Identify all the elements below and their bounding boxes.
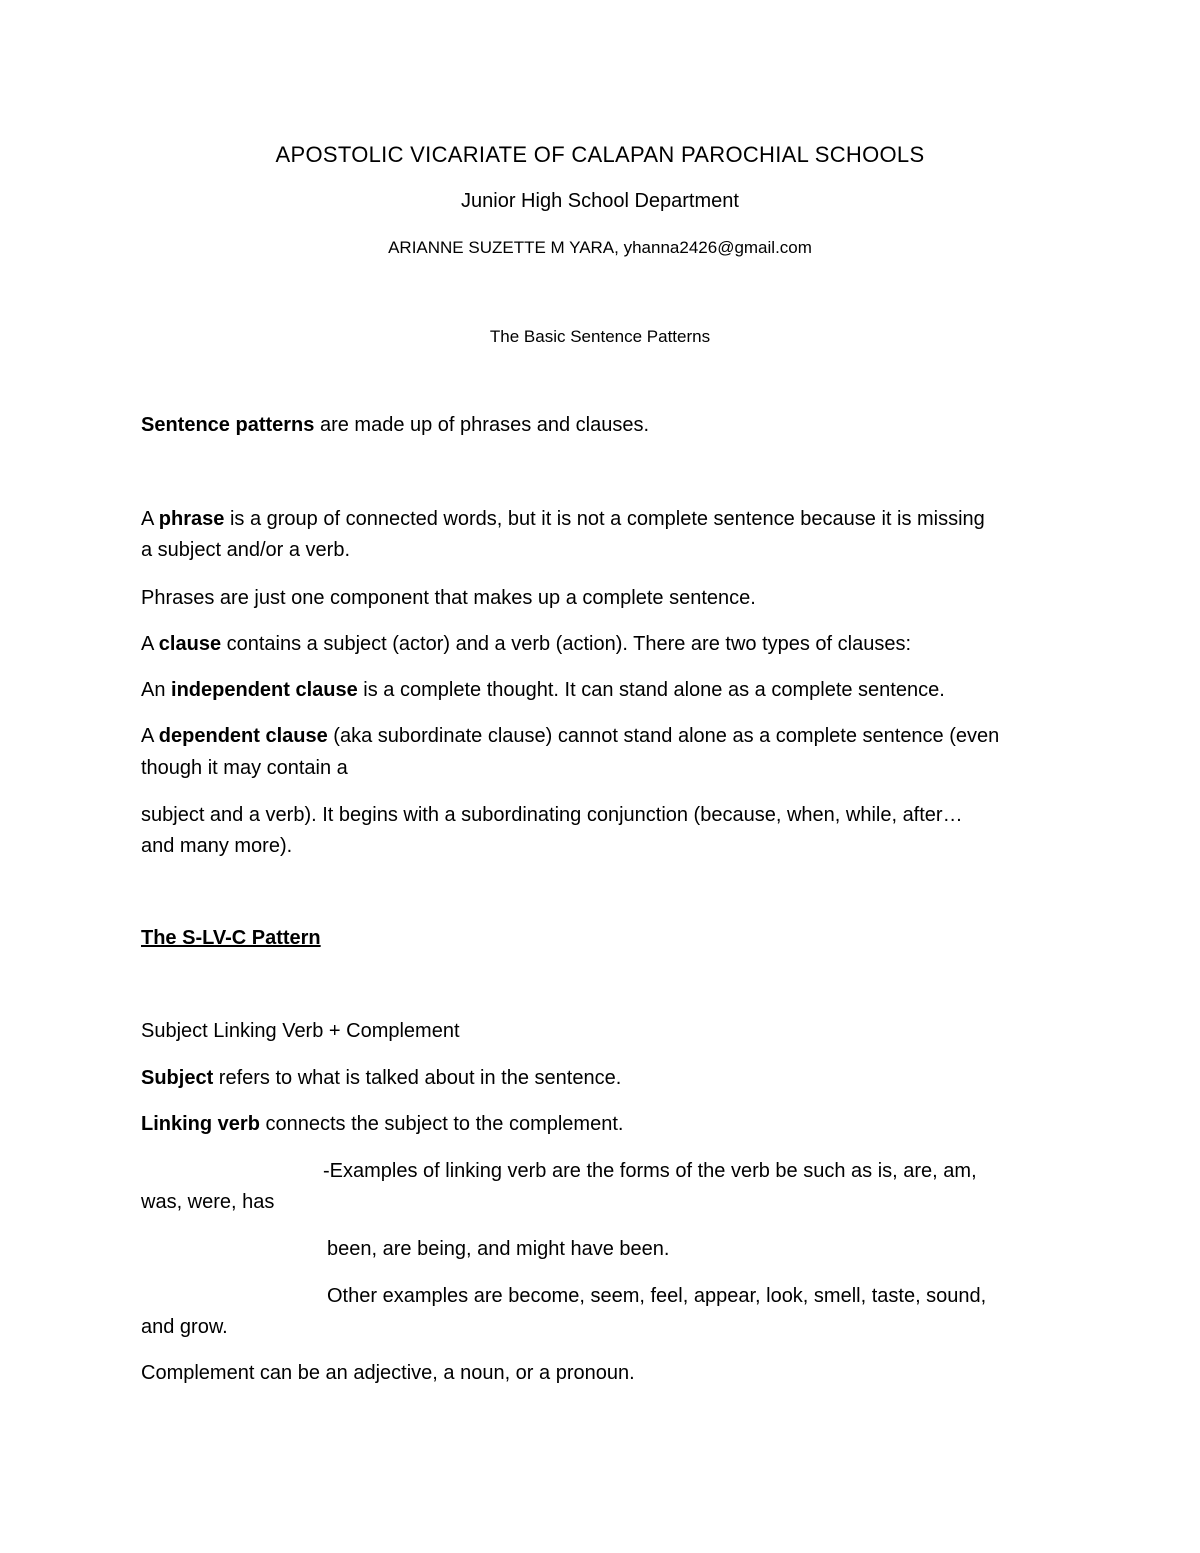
- independent-clause-definition: An independent clause is a complete thought. It can stand alone as a complete sentence.: [141, 679, 945, 701]
- dependent-clause-definition-line-2: though it may contain a: [141, 757, 348, 779]
- school-name: APOSTOLIC VICARIATE OF CALAPAN PAROCHIAL SCHOOLS: [275, 142, 925, 167]
- term-dependent-clause: dependent clause: [158, 725, 328, 747]
- linking-verb-examples-line-2: was, were, has: [141, 1191, 275, 1213]
- phrase-definition-line-1: A phrase is a group of connected words, but it is not a complete sentence because it is missing: [141, 508, 985, 530]
- term-independent-clause: independent clause: [171, 679, 358, 701]
- department-name: Junior High School Department: [461, 190, 739, 212]
- subordinating-conjunction-line-1: subject and a verb). It begins with a subordinating conjunction (because, when, while, after…: [141, 804, 963, 826]
- author-line: ARIANNE SUZETTE M YARA, yhanna2426@gmail.com: [388, 238, 812, 257]
- phrase-component-text: Phrases are just one component that makes up a complete sentence.: [141, 587, 756, 609]
- subject-definition: Subject refers to what is talked about in the sentence.: [141, 1067, 622, 1089]
- phrase-definition-line-2: a subject and/or a verb.: [141, 539, 351, 561]
- other-examples-line-2: and grow.: [141, 1316, 228, 1338]
- term-phrase: phrase: [158, 508, 225, 530]
- lesson-title: The Basic Sentence Patterns: [489, 327, 711, 346]
- linking-verb-examples-line-3: been, are being, and might have been.: [327, 1238, 670, 1260]
- term-subject: Subject: [141, 1067, 214, 1089]
- section-heading: The S-LV-C Pattern: [141, 927, 321, 949]
- clause-definition: A clause contains a subject (actor) and a verb (action). There are two types of clauses:: [141, 633, 912, 655]
- other-examples-line-1: Other examples are become, seem, feel, appear, look, smell, taste, sound,: [327, 1285, 987, 1307]
- term-clause: clause: [158, 633, 222, 655]
- complement-definition: Complement can be an adjective, a noun, or a pronoun.: [141, 1362, 635, 1384]
- intro-paragraph-1: Sentence patterns are made up of phrases and clauses.: [141, 414, 650, 436]
- term-linking-verb: Linking verb: [141, 1113, 260, 1135]
- dependent-clause-definition-line-1: A dependent clause (aka subordinate clause) cannot stand alone as a complete sentence (even: [141, 725, 1000, 747]
- subordinating-conjunction-line-2: and many more).: [141, 835, 293, 857]
- pattern-formula: Subject Linking Verb + Complement: [141, 1020, 460, 1042]
- linking-verb-definition: Linking verb connects the subject to the complement.: [141, 1113, 624, 1135]
- term-sentence-patterns: Sentence patterns: [141, 414, 315, 436]
- linking-verb-examples-line-1: -Examples of linking verb are the forms of the verb be such as is, are, am,: [323, 1160, 977, 1182]
